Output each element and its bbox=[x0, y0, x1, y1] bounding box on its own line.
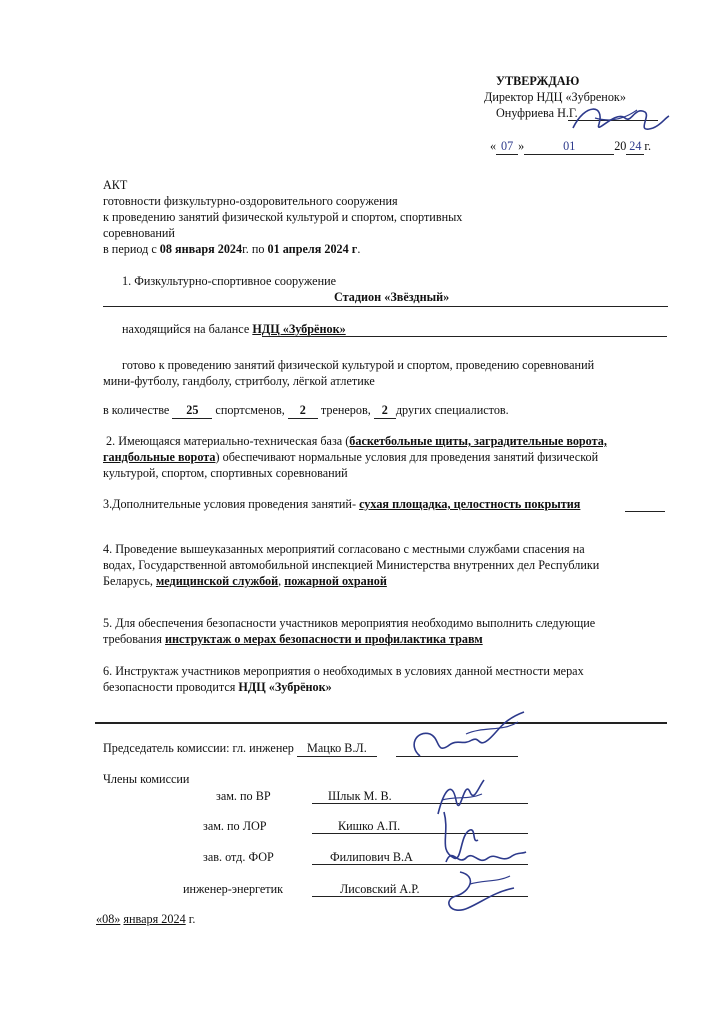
approval-date-year-end: г. bbox=[644, 139, 652, 153]
approval-date-year-prefix: 20 bbox=[614, 139, 627, 153]
others-label: других специалистов. bbox=[395, 403, 509, 417]
doc-title-line3: к проведению занятий физической культурой и спортом, спортивных bbox=[103, 210, 463, 224]
period-prefix: в период с bbox=[103, 242, 157, 256]
approval-date-year: 24 bbox=[626, 139, 644, 155]
item2-line1 bbox=[106, 434, 607, 449]
period-from: 08 января 2024 bbox=[159, 242, 243, 256]
approval-heading: УТВЕРЖДАЮ bbox=[496, 74, 580, 88]
item4-line1: 4. Проведение вышеуказанных мероприятий согласовано с местными службами спасения на bbox=[103, 542, 585, 556]
item4-prefix: Беларусь, bbox=[103, 574, 153, 588]
item4-sep: , bbox=[278, 574, 282, 588]
chair-line bbox=[103, 741, 377, 757]
item4-line2: водах, Государственной автомобильной инспекцией Министерства внутренних дел Республики bbox=[103, 558, 600, 572]
medical-service: медицинской службой bbox=[156, 574, 279, 588]
member-name-1: Шлык М. В. bbox=[328, 789, 392, 803]
chair-label: Председатель комиссии: гл. инженер bbox=[103, 741, 294, 755]
approval-date: « 07 » 01 20 24 г. bbox=[490, 139, 651, 155]
balance-prefix: находящийся на балансе bbox=[122, 322, 250, 336]
balance-line bbox=[122, 322, 346, 337]
item2-line2 bbox=[103, 450, 598, 465]
member-role-1: зам. по ВР bbox=[216, 789, 271, 803]
doc-title-line2: готовности физкультурно-оздоровительного сооружения bbox=[103, 194, 398, 208]
member-name-2: Кишко А.П. bbox=[338, 819, 401, 833]
ready-line2: мини-футболу, гандболу, стритболу, лёгкой атлетике bbox=[103, 374, 375, 388]
period-end: . bbox=[357, 242, 361, 256]
count-line bbox=[103, 403, 509, 419]
athletes-label: спортсменов, bbox=[215, 403, 285, 417]
item6-prefix: безопасности проводится bbox=[103, 680, 236, 694]
members-label: Члены комиссии bbox=[103, 772, 190, 786]
item5-line1: 5. Для обеспечения безопасности участников мероприятия необходимо выполнить следующие bbox=[103, 616, 596, 630]
doc-period bbox=[103, 242, 360, 257]
item5-prefix: требования bbox=[103, 632, 162, 646]
approval-position: Директор НДЦ «Зубренок» bbox=[484, 90, 626, 104]
others-count: 2 bbox=[374, 403, 396, 419]
item2-prefix: 2. Имеющаяся материально-техническая база ( bbox=[106, 434, 350, 448]
item3-prefix: 3.Дополнительные условия проведения занятий- bbox=[103, 497, 357, 511]
equipment-line2: гандбольные ворота bbox=[103, 450, 216, 464]
safety-requirements: инструктаж о мерах безопасности и профилактика травм bbox=[164, 632, 483, 646]
item2-line3: культурой, спортом, спортивных соревнований bbox=[103, 466, 348, 480]
section-divider bbox=[95, 722, 667, 724]
member-role-3: зав. отд. ФОР bbox=[203, 850, 274, 864]
trainers-count: 2 bbox=[288, 403, 318, 419]
commission-date-day: «08» bbox=[96, 912, 121, 926]
trainers-label: тренеров, bbox=[320, 403, 371, 417]
doc-title: АКТ bbox=[103, 178, 128, 192]
item5-line2 bbox=[103, 632, 483, 647]
commission-date-rest: января 2024 bbox=[123, 912, 186, 926]
member-role-4: инженер-энергетик bbox=[183, 882, 284, 896]
commission-date bbox=[96, 912, 195, 927]
period-to: 01 апреля 2024 г bbox=[267, 242, 358, 256]
item6-line2 bbox=[103, 680, 332, 695]
approval-name: Онуфриева Н.Г. bbox=[496, 106, 578, 120]
chair-name: Мацко В.Л. bbox=[297, 741, 377, 757]
balance-org: НДЦ «Зубрёнок» bbox=[252, 322, 346, 336]
commission-date-end: г. bbox=[188, 912, 196, 926]
item6-line1: 6. Инструктаж участников мероприятия о необходимых в условиях данной местности мерах bbox=[103, 664, 584, 678]
chair-signature-icon bbox=[406, 706, 531, 766]
instruction-org: НДЦ «Зубрёнок» bbox=[238, 680, 332, 694]
doc-title-line4: соревнований bbox=[103, 226, 175, 240]
count-prefix: в количестве bbox=[103, 403, 170, 417]
period-mid: г. по bbox=[242, 242, 265, 256]
equipment-line1: баскетбольные щиты, заградительные ворота, bbox=[349, 434, 607, 448]
item2-suffix: ) обеспечивают нормальные условия для проведения занятий физической bbox=[215, 450, 599, 464]
approval-date-day: 07 bbox=[496, 139, 518, 155]
facility-name: Стадион «Звёздный» bbox=[334, 290, 450, 304]
member-signature-4-icon bbox=[430, 862, 520, 922]
additional-conditions: сухая площадка, целостность покрытия bbox=[359, 497, 581, 511]
fire-service: пожарной охраной bbox=[284, 574, 387, 588]
athletes-count: 25 bbox=[172, 403, 212, 419]
member-role-2: зам. по ЛОР bbox=[203, 819, 267, 833]
item4-line3 bbox=[103, 574, 387, 589]
member-name-3: Филипович В.А bbox=[330, 850, 413, 864]
ready-line1: готово к проведению занятий физической культурой и спортом, проведению соревнований bbox=[122, 358, 595, 372]
item3-line bbox=[103, 497, 580, 512]
member-name-4: Лисовский А.Р. bbox=[340, 882, 420, 896]
item1-label: 1. Физкультурно-спортивное сооружение bbox=[122, 274, 337, 288]
approval-date-month: 01 bbox=[524, 139, 614, 155]
